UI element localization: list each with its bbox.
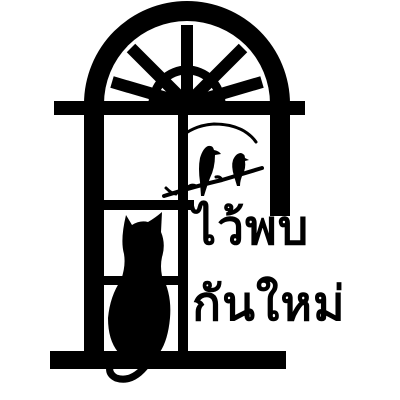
window-sill — [50, 351, 286, 369]
caption-line-2: กันใหม่ — [192, 276, 346, 332]
center-muntin — [178, 111, 188, 360]
bird-icon — [199, 146, 221, 196]
caption-line-1: ไว้พบ — [192, 200, 310, 256]
middle-rail — [104, 200, 194, 210]
branch-twig — [186, 124, 256, 142]
bird-icon — [232, 153, 249, 186]
